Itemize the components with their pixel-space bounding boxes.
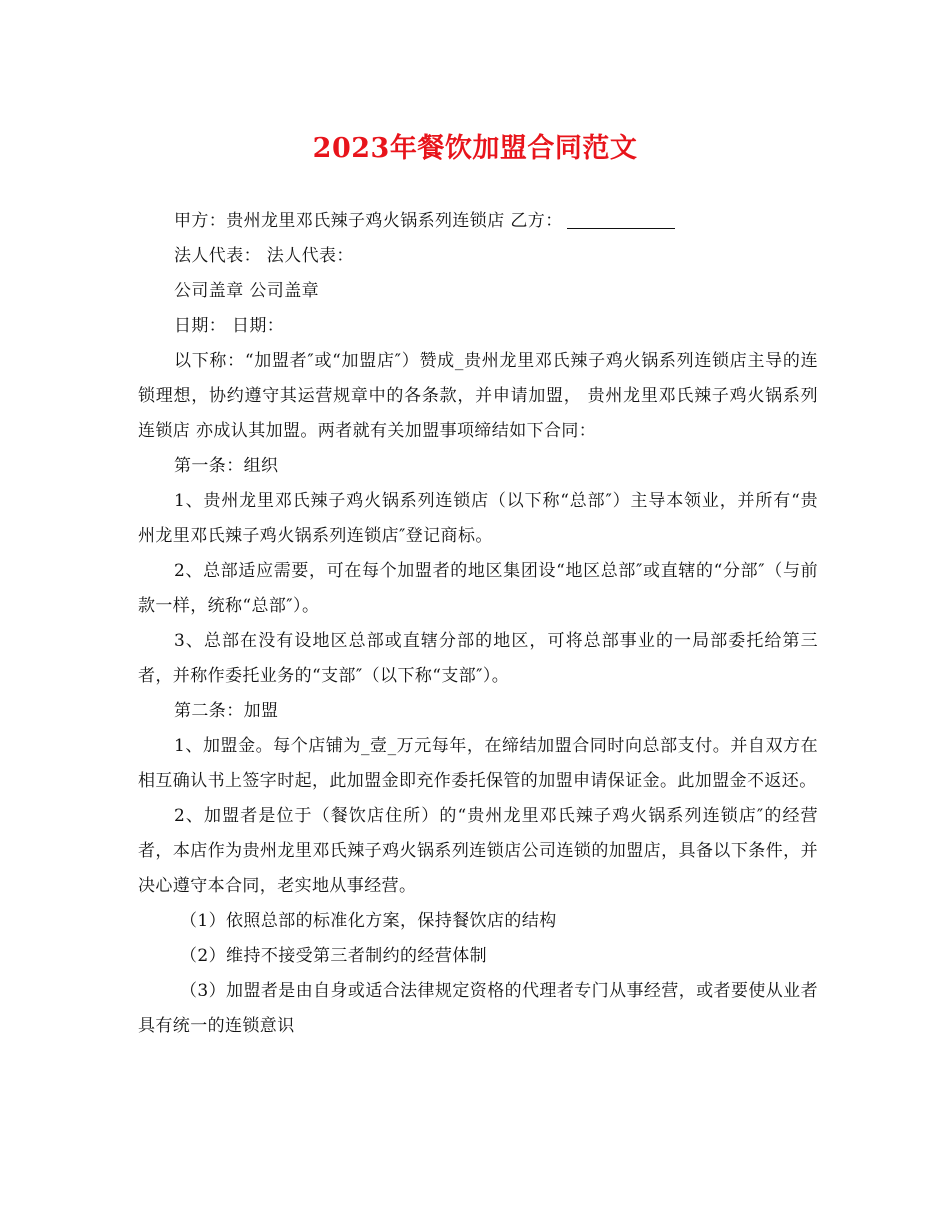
condition-item: （1）依照总部的标准化方案，保持餐饮店的结构 [180,911,557,931]
intro-paragraph: 以下称：“加盟者″或“加盟店″）赞成_贵州龙里邓氏辣子鸡火锅系列连锁店主导的连锁理想，协约遵守其运营规章中的各条款，并申请加盟， 贵州龙里邓氏辣子鸡火锅系列连锁店 亦成认其加盟。两者就有关加盟事项缔结如下合同： [138,351,818,441]
party-text: 甲方：贵州龙里邓氏辣子鸡火锅系列连锁店 乙方： [174,211,563,231]
party-line [138,204,818,239]
document-title: 2023年餐饮加盟合同范文 [312,133,638,164]
article-1-heading: 第一条：组织 [174,456,279,476]
party-b-blank [567,208,675,229]
document-body [138,204,818,1044]
article-2-heading: 第二条：加盟 [174,701,279,721]
article-1-item: 1、贵州龙里邓氏辣子鸡火锅系列连锁店（以下称“总部″）主导本领业，并所有“贵州龙里邓氏辣子鸡火锅系列连锁店″登记商标。 [138,491,818,546]
article-2-item: 2、加盟者是位于（餐饮店住所）的“贵州龙里邓氏辣子鸡火锅系列连锁店″的经营者，本店作为贵州龙里邓氏辣子鸡火锅系列连锁店公司连锁的加盟店，具备以下条件，并决心遵守本合同，老实地从事经营。 [138,806,818,896]
condition-item: （2）维持不接受第三者制约的经营体制 [180,946,488,966]
seal-line: 公司盖章 公司盖章 [174,281,320,301]
legal-rep-line: 法人代表： 法人代表： [174,246,354,266]
article-1-item: 2、总部适应需要，可在每个加盟者的地区集团设“地区总部″或直辖的“分部″（与前款一样，统称“总部″）。 [138,561,818,616]
condition-item: （3）加盟者是由自身或适合法律规定资格的代理者专门从事经营，或者要使从业者具有统一的连锁意识 [138,981,818,1036]
article-2-item: 1、加盟金。每个店铺为_壹_万元每年，在缔结加盟合同时向总部支付。并自双方在相互确认书上签字时起，此加盟金即充作委托保管的加盟申请保证金。此加盟金不返还。 [138,736,818,791]
date-line: 日期： 日期： [174,316,285,336]
article-1-item: 3、总部在没有设地区总部或直辖分部的地区，可将总部事业的一局部委托给第三者，并称作委托业务的“支部″（以下称“支部″）。 [138,631,818,686]
